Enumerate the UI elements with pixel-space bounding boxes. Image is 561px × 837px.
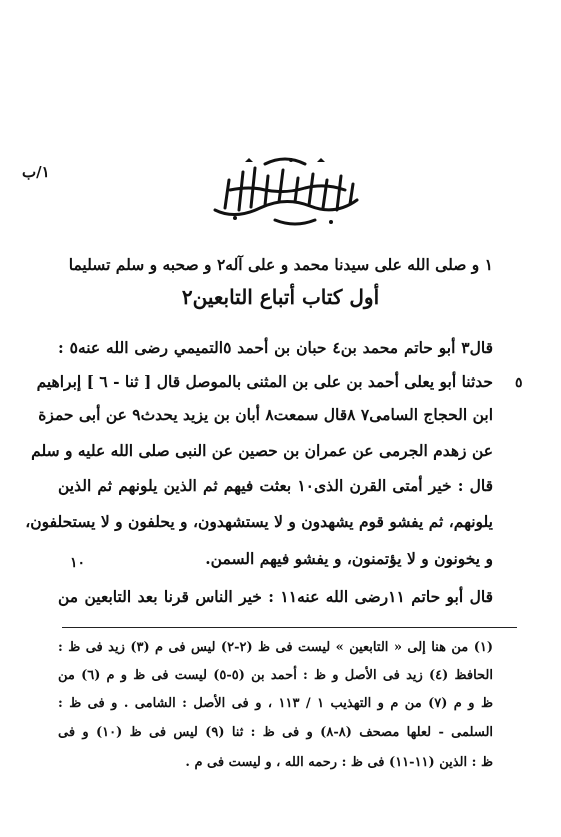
line-number-10: ١٠ <box>70 555 86 571</box>
line-number-5: ٥ <box>515 375 523 391</box>
footnote-line: ظ و م (٧) من م و التهذيب ١ / ١١٣ ، و فى الأصل : الشامى . و فى ظ : <box>58 696 494 711</box>
body-line: عن زهدم الجرمى عن عمران بن حصين عن النبى صلى الله عليه و سلم <box>31 441 493 460</box>
body-line: قال أبو حاتم ١١رضى الله عنه١١ : خير الناس قرنا بعد التابعين من <box>58 587 493 606</box>
body-line: قال : خير أمتى القرن الذى١٠ بعثت فيهم ثم الذين يلونهم ثم الذين <box>58 476 493 495</box>
body-line: ابن الحجاج السامى٧ ٨قال سمعت٨ أبان بن يزيد يحدث٩ عن أبى حمزة <box>38 405 493 424</box>
body-line: قال٣ أبو حاتم محمد بن٤ حبان بن أحمد ٥التميمي رضى الله عنه٥ : <box>58 338 493 357</box>
praise-line: ١ و صلى الله على سيدنا محمد و على آله٢ و صحبه و سلم تسليما <box>68 255 493 274</box>
footnote-line: ظ : الذين (١١-١١) فى ظ : رحمه الله ، و ليست فى م . <box>185 755 493 770</box>
footnote-line: الحافظ (٤) زيد فى الأصل و ظ : أحمد بن (٥-٥) ليست فى ظ و م (٦) من <box>58 668 493 683</box>
body-line: و يخونون و لا يؤتمنون، و يفشو فيهم السمن. <box>205 549 493 568</box>
footnote-line: السلمى - لعلها مصحف (٨-٨) و فى ظ : ثنا (٩) ليس فى ظ (١٠) و فى <box>58 725 494 740</box>
footnote-line: (١) من هنا إلى « التابعين » ليست فى ظ (٢-٢) ليس فى م (٣) زيد فى ظ : <box>58 640 493 655</box>
body-line: حدثنا أبو يعلى أحمد بن على بن المثنى بالموصل قال [ ثنا - ٦ ] إبراهيم <box>36 372 493 391</box>
book-title: أول كتاب أتباع التابعين٢ <box>181 285 380 309</box>
body-line: يلونهم، ثم يفشو قوم يشهدون و لا يستشهدون، و يحلفون و لا يستحلفون، <box>25 512 493 531</box>
footnote-divider <box>62 627 517 628</box>
basmala-calligraphy <box>205 150 365 230</box>
folio-number: ١/ب <box>22 163 50 181</box>
